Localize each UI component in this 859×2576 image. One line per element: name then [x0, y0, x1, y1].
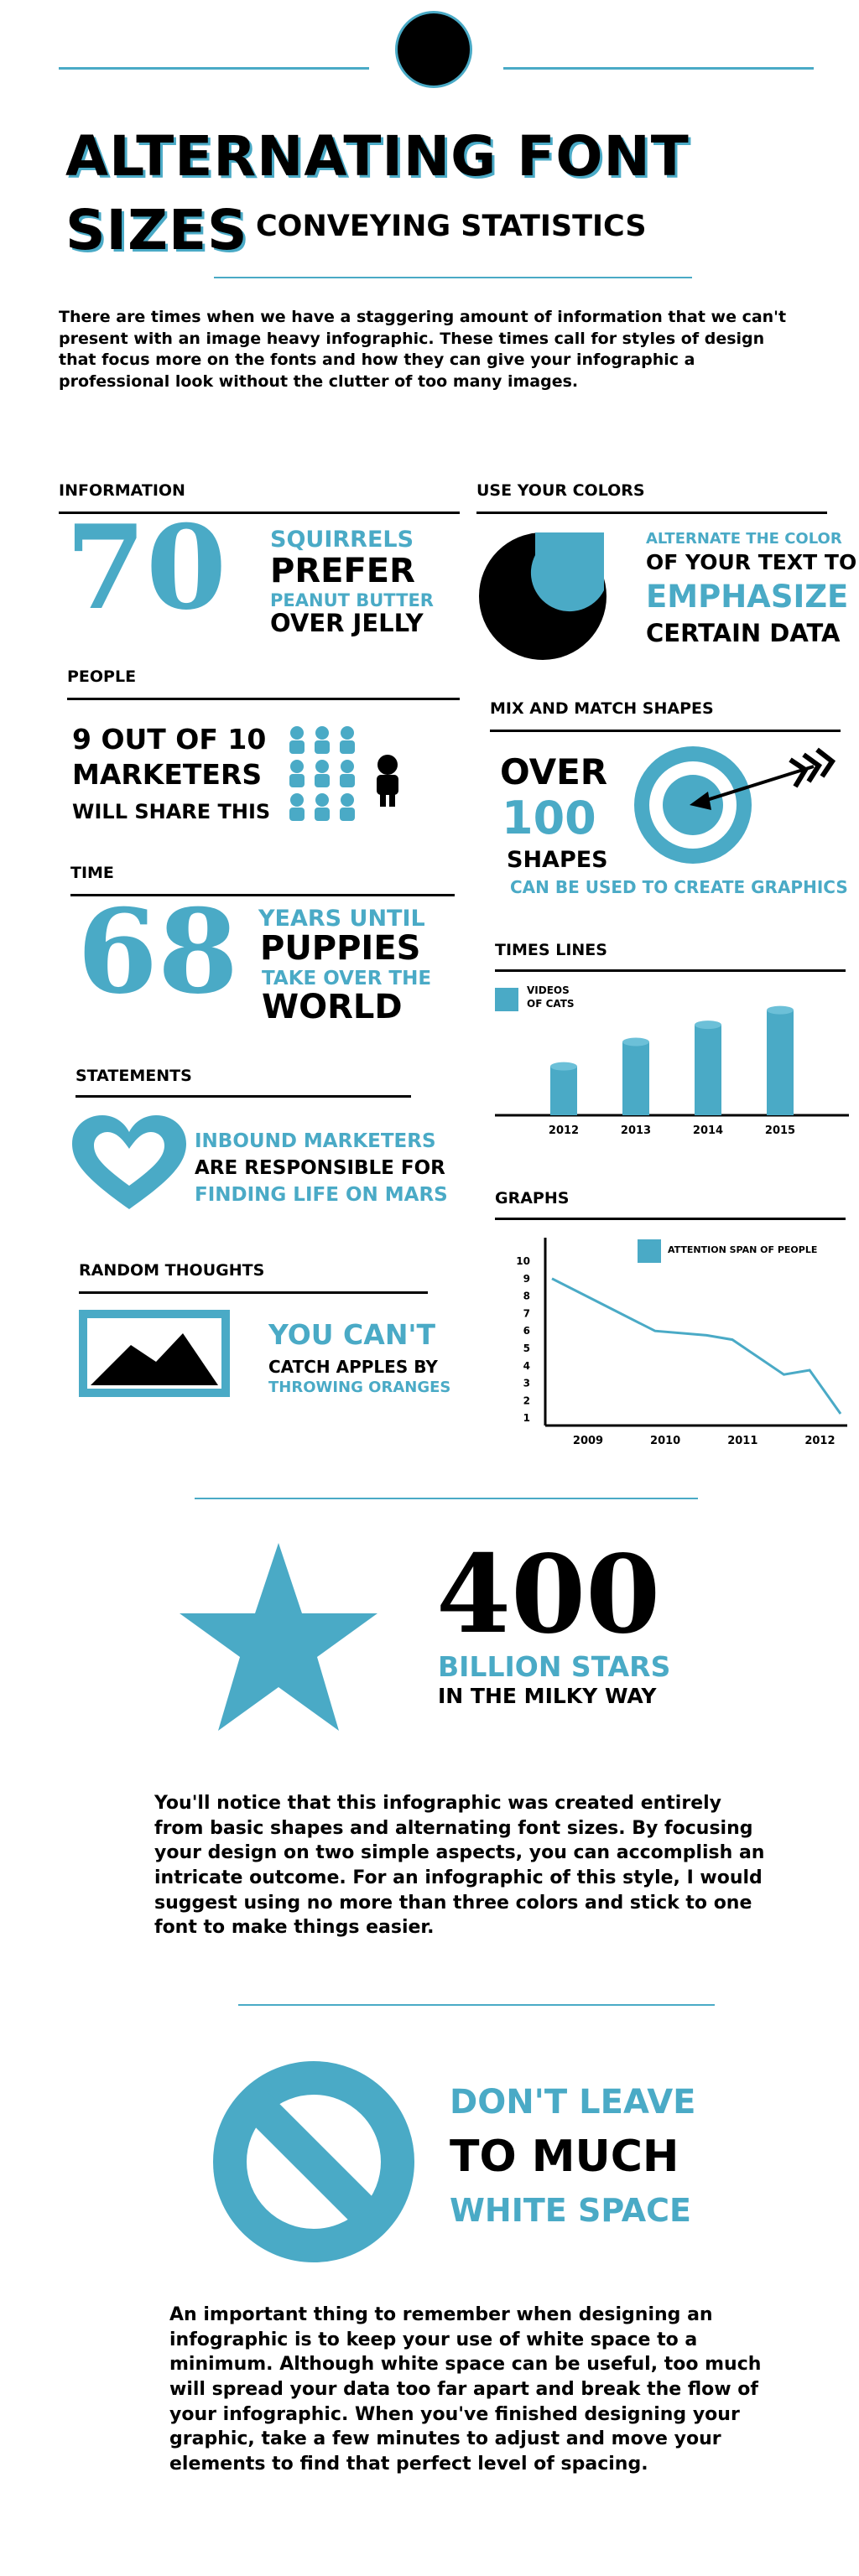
information-text-2: PREFER [270, 552, 415, 590]
time-header: TIME [70, 864, 114, 882]
header-circle [398, 13, 470, 86]
random-thoughts-rule [79, 1291, 428, 1294]
person-icon [289, 726, 305, 754]
whitespace-text-2: TO MUCH [450, 2132, 679, 2182]
use-colors-header: USE YOUR COLORS [476, 481, 645, 500]
colors-text-3: EMPHASIZE [646, 579, 849, 615]
x-tick-2009: 2009 [572, 1435, 604, 1447]
people-text-1: 9 OUT OF 10 [72, 723, 267, 756]
shapes-text-3: SHAPES [507, 847, 608, 873]
intro-paragraph: There are times when we have a staggering amount of information that we can't present with an image heavy infographic. These times call for styles of design that focus more on the fonts and how they can give your infographic a professional look without the clutter of too many images. [59, 308, 787, 391]
whitespace-text-1: DON'T LEAVE [450, 2083, 696, 2122]
people-text-3: WILL SHARE THIS [72, 800, 271, 823]
bar-cap-2013 [622, 1038, 649, 1046]
bar-label-2014: 2014 [692, 1124, 724, 1137]
whitespace-paragraph: An important thing to remember when designing an infographic is to keep your use of white space to a minimum. Although white space can be useful, too much will spread your data too far apart and break the flow of your infographic. When you've finished designing your graphic, take a few minutes to adjust and move your elements to find that perfect level of spacing. [169, 2304, 762, 2475]
person-icon [289, 760, 305, 787]
x-tick-2010: 2010 [650, 1435, 681, 1447]
graphs-header: GRAPHS [495, 1189, 570, 1208]
page-title-line1: ALTERNATING FONT [65, 124, 690, 189]
y-tick-1: 1 [523, 1412, 530, 1425]
timelines-header: TIMES LINES [495, 941, 607, 959]
bar-2014 [695, 1025, 721, 1115]
statements-header: STATEMENTS [75, 1067, 192, 1085]
information-text-1: SQUIRRELS [270, 527, 414, 553]
top-left-rule [59, 67, 369, 70]
time-text-3: TAKE OVER THE [262, 968, 432, 989]
page-subtitle: CONVEYING STATISTICS [256, 210, 647, 243]
time-text-4: WORLD [262, 988, 403, 1026]
y-tick-10: 10 [516, 1255, 530, 1267]
random-thoughts-header: RANDOM THOUGHTS [79, 1261, 265, 1280]
y-tick-6: 6 [523, 1325, 530, 1337]
mix-shapes-rule [490, 730, 841, 732]
y-tick-4: 4 [523, 1359, 530, 1372]
time-text-2: PUPPIES [260, 929, 421, 968]
information-number: 70 [65, 499, 227, 636]
bar-label-2015: 2015 [764, 1124, 796, 1137]
statements-text-1: INBOUND MARKETERS [195, 1130, 436, 1152]
x-tick-2011: 2011 [727, 1435, 758, 1447]
person-icon [340, 793, 355, 821]
people-icons [279, 721, 413, 830]
information-header: INFORMATION [59, 481, 185, 500]
bar-2012 [550, 1067, 577, 1115]
y-tick-9: 9 [523, 1272, 530, 1285]
y-tick-3: 3 [523, 1377, 530, 1389]
person-icon [340, 726, 355, 754]
shapes-text-1: OVER [500, 751, 608, 792]
whitespace-rule [238, 2004, 715, 2006]
time-text-1: YEARS UNTIL [258, 906, 425, 932]
person-icon [340, 760, 355, 787]
cats-bar-chart [495, 973, 856, 1140]
person-icon [315, 760, 330, 787]
people-rule [67, 698, 460, 700]
image-icon [79, 1310, 230, 1397]
person-icon-black [377, 755, 398, 807]
attention-line-chart [503, 1224, 856, 1451]
information-text-4: OVER JELLY [270, 609, 424, 637]
people-header: PEOPLE [67, 667, 137, 686]
color-circle-icon [476, 530, 609, 662]
time-number: 68 [77, 883, 239, 1020]
colors-text-4: CERTAIN DATA [646, 619, 841, 647]
statements-text-3: FINDING LIFE ON MARS [195, 1184, 448, 1206]
target-arrow-icon [631, 743, 837, 877]
colors-text-2: OF YOUR TEXT TO [646, 550, 857, 574]
y-tick-8: 8 [523, 1290, 530, 1302]
shapes-text-4: CAN BE USED TO CREATE GRAPHICS [510, 877, 848, 897]
bar-2015 [767, 1010, 794, 1115]
random-text-3: THROWING ORANGES [268, 1379, 451, 1396]
colors-text-1: ALTERNATE THE COLOR [646, 530, 842, 548]
bar-label-2012: 2012 [548, 1124, 580, 1137]
x-tick-2012: 2012 [804, 1435, 836, 1447]
people-text-2: MARKETERS [72, 758, 263, 791]
statements-rule [75, 1095, 411, 1098]
stars-text-1: BILLION STARS [438, 1650, 671, 1683]
timelines-legend-text-1: VIDEOS [527, 984, 570, 996]
use-colors-rule [476, 512, 827, 514]
person-icon [315, 726, 330, 754]
random-text-1: YOU CAN'T [268, 1318, 436, 1351]
graph-legend-text: ATTENTION SPAN OF PEOPLE [668, 1244, 818, 1255]
random-text-2: CATCH APPLES BY [268, 1357, 438, 1377]
no-symbol-icon [213, 2061, 414, 2262]
star-icon [180, 1543, 377, 1734]
top-right-rule [503, 67, 814, 70]
heart-icon [72, 1115, 186, 1214]
person-icon [289, 793, 305, 821]
shapes-text-2: 100 [502, 792, 596, 844]
page-title-line2: SIZES [65, 198, 248, 262]
bar-cap-2012 [550, 1062, 577, 1071]
stars-rule [195, 1498, 698, 1499]
bar-2013 [622, 1042, 649, 1116]
shapes-paragraph: You'll notice that this infographic was created entirely from basic shapes and alternating font sizes. By focusing your design on two simple aspects, you can accomplish an intricate outcome. For an infographic of this style, I would suggest using no more than three colors and stick to one font to make things easier. [154, 1793, 765, 1939]
person-icon [315, 793, 330, 821]
bar-label-2013: 2013 [620, 1124, 652, 1137]
statements-text-2: ARE RESPONSIBLE FOR [195, 1157, 445, 1179]
timelines-rule [495, 969, 846, 972]
timelines-legend-text-2: OF CATS [527, 998, 575, 1010]
stars-text-2: IN THE MILKY WAY [438, 1684, 657, 1708]
attention-line [552, 1279, 841, 1414]
stars-number: 400 [436, 1532, 661, 1658]
y-tick-5: 5 [523, 1343, 530, 1354]
bar-cap-2015 [767, 1006, 794, 1015]
subtitle-rule [214, 277, 692, 278]
whitespace-text-3: WHITE SPACE [450, 2192, 691, 2229]
graphs-rule [495, 1218, 846, 1220]
y-tick-2: 2 [523, 1394, 530, 1407]
information-text-3: PEANUT BUTTER [270, 590, 434, 610]
bar-cap-2014 [695, 1021, 721, 1029]
mix-shapes-header: MIX AND MATCH SHAPES [490, 699, 714, 718]
y-tick-7: 7 [523, 1307, 530, 1320]
